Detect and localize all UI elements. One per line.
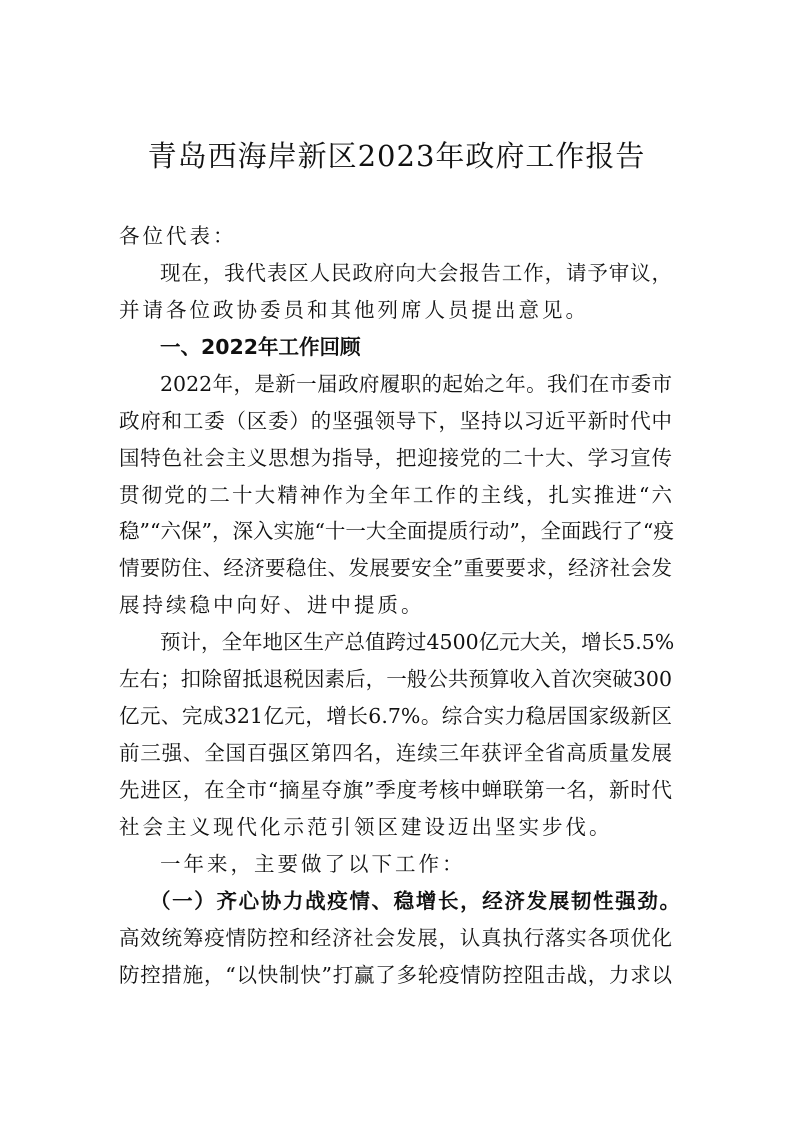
paragraph-line: 政府和工委（区委）的坚强领导下，坚持以习近平新时代中 (119, 409, 672, 433)
paragraph-line: 2022年，是新一届政府履职的起始之年。我们在市委市 (160, 372, 672, 396)
paragraph-line: 稳”“六保”，深入实施“十一大全面提质行动”，全面践行了“疫 (119, 519, 674, 543)
paragraph-line: 国特色社会主义思想为指导，把迎接党的二十大、学习宣传 (119, 446, 672, 470)
paragraph-line: 社会主义现代化示范引领区建设迈出坚实步伐。 (119, 815, 613, 839)
paragraph-line: 亿元、完成321亿元，增长6.7%。综合实力稳居国家级新区 (119, 704, 672, 728)
salutation: 各位代表： (119, 224, 237, 248)
paragraph-line: 贯彻党的二十大精神作为全年工作的主线，扎实推进“六 (119, 483, 672, 507)
document-title: 青岛西海岸新区2023年政府工作报告 (147, 139, 646, 173)
subsection-heading: （一）齐心协力战疫情、稳增长，经济发展韧性强劲。 (150, 889, 680, 913)
paragraph-line: 并请各位政协委员和其他列席人员提出意见。 (119, 298, 589, 322)
paragraph-line: 情要防住、经济要稳住、发展要安全”重要要求，经济社会发 (119, 556, 672, 580)
paragraph-line: 现在，我代表区人民政府向大会报告工作，请予审议， (160, 261, 672, 285)
paragraph-line: 预计，全年地区生产总值跨过4500亿元大关，增长5.5% (160, 630, 675, 654)
section-heading: 一、2022年工作回顾 (160, 335, 361, 359)
paragraph-line: 前三强、全国百强区第四名，连续三年获评全省高质量发展 (119, 741, 672, 765)
paragraph-line: 先进区，在全市“摘星夺旗”季度考核中蝉联第一名，新时代 (119, 778, 672, 802)
paragraph-line: 一年来，主要做了以下工作： (160, 852, 466, 876)
paragraph-line: 高效统筹疫情防控和经济社会发展，认真执行落实各项优化 (119, 926, 672, 950)
paragraph-line: 防控措施，“以快制快”打赢了多轮疫情防控阻击战，力求以 (119, 963, 672, 987)
paragraph-line: 展持续稳中向好、进中提质。 (119, 593, 425, 617)
paragraph-line: 左右；扣除留抵退税因素后，一般公共预算收入首次突破300 (119, 667, 672, 691)
